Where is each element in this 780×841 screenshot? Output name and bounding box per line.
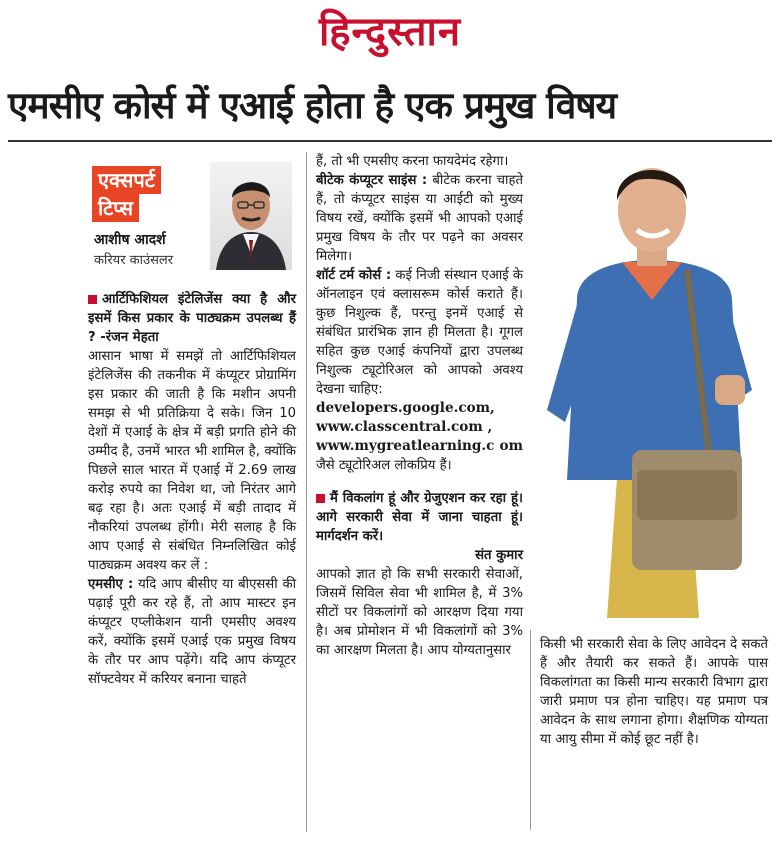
mca-text: यदि आप बीसीए या बीएससी की पढ़ाई पूरी कर रहे हैं, तो आप मास्टर इन कंप्यूटर एप्लीकेशन यानी एमसीए अवश्य करें, क्योंकि इसमें एआई एक प्रमुख विषय के तौर पर आप पढ़ेंगे। यदि आप कंप्यूटर सॉफ्टवेयर में करियर बनाना चाहते [88, 577, 297, 687]
answer-2-paragraph: आपको ज्ञात हो कि सभी सरकारी सेवाओं, जिसमें सिविल सेवा भी शामिल है, में 3% सीटों पर विकलांगों को आरक्षण दिया गया है। अब प्रोमोशन में भी विकलांगों को 3% का आरक्षण मिलता है। आप योग्यतानुसार [316, 567, 523, 658]
bullet-square-icon [316, 494, 325, 503]
url-developers-google: developers.google.com, [316, 400, 495, 416]
mca-paragraph [88, 575, 296, 689]
answer-2-continuation: किसी भी सरकारी सेवा के लिए आवेदन दे सकते हैं और तैयारी कर सकते हैं। आपके पास विकलांगता का किसी मान्य सरकारी विभाग द्वारा जारी प्रमाण पत्र होना चाहिए। यह प्रमाण पत्र आवेदन के साथ लगाना होगा। शैक्षणिक योग्यता या आयु सीमा में कोई छूट नहीं है। [540, 637, 768, 747]
bullet-square-icon [88, 295, 97, 304]
article-headline: एमसीए कोर्स में एआई होता है एक प्रमुख विषय [8, 84, 617, 127]
column-1 [88, 290, 296, 689]
question-2-byline: संत कुमार [475, 548, 523, 563]
expert-name: आशीष आदर्श [94, 232, 166, 248]
question-1: आर्टिफिशियल इंटेलिजेंस क्या है और इसमें किस प्रकार के पाठ्यक्रम उपलब्ध हैं ? -रंजन मेहता [88, 292, 296, 345]
url-tail-text: जैसे ट्यूटोरिअल लोकप्रिय हैं। [316, 458, 452, 473]
short-term-text: कई निजी संस्थान एआई के ऑनलाइन एवं क्लासरूम कोर्स कराते हैं। कुछ निशुल्क हैं, परन्तु इनमें एआई से संबंधित प्रारंभिक ज्ञान ही मिलता है। गूगल सहित कुछ एआई कंपनियों द्वारा उपलब्ध निशुल्क ट्यूटोरिअल को आपको अवश्य देखना चाहिए: [316, 268, 523, 397]
expert-portrait-drawing [210, 162, 292, 270]
btech-label: बीटेक कंप्यूटर साइंस : [316, 173, 428, 188]
student-photo-drawing [537, 150, 768, 618]
short-term-label: शॉर्ट टर्म कोर्स : [316, 268, 392, 283]
expert-tips-box [92, 158, 292, 273]
btech-text: बीटेक करना चाहते हैं, तो कंप्यूटर साइंस या आईटी को मुख्य विषय रखें, क्योंकि इसमें भी आपको एआई प्रमुख विषय के तौर पर पढ़ने का अवसर मिलेगा। [316, 173, 523, 264]
headline-divider [8, 140, 772, 142]
column-divider-1 [306, 152, 307, 832]
expert-tag-line1: एक्सपर्ट [92, 166, 161, 194]
url-mygreatlearning: www.mygreatlearning.c om [316, 438, 523, 454]
url-classcentral: www.classcentral.com , [316, 419, 493, 435]
mca-continuation: हैं, तो भी एमसीए करना फायदेमंद रहेगा। [316, 154, 509, 169]
student-photo [537, 150, 768, 618]
column-2 [316, 152, 523, 660]
answer-1-paragraph: आसान भाषा में समझें तो आर्टिफिशियल इंटेलिजेंस की तकनीक में कंप्यूटर प्रोग्रामिंग इस प्रकार की जाती है कि मशीन अपनी समझ से भी प्रतिक्रिया दे सके। जिन 10 देशों में एआई के क्षेत्र में बड़ी प्रगति होने की उम्मीद है, उनमें भारत भी शामिल है, क्योंकि पिछले साल भारत में एआई में 2.69 लाख करोड़ रुपये का निवेश था, जो निरंतर आगे बढ़ रहा है। अतः एआई में बड़ी तादाद में नौकरियां उपलब्ध होंगी। मेरी सलाह है कि आप एआई से संबंधित निम्नलिखित कोई पाठ्यक्रम अवश्य कर लें : [88, 349, 296, 573]
question-2: मैं विकलांग हूं और ग्रेजुएशन कर रहा हूं। आगे सरकारी सेवा में जाना चाहता हूं। मार्गदर्शन करें। [316, 491, 523, 544]
short-term-paragraph [316, 266, 523, 399]
column-divider-2 [530, 630, 531, 830]
masthead-logo: हिन्दुस्तान [318, 8, 462, 55]
expert-portrait [210, 162, 292, 270]
url-list [316, 399, 523, 475]
expert-tag-line2: टिप्स [92, 194, 139, 222]
mca-label: एमसीए : [88, 577, 134, 592]
column-3 [540, 635, 768, 749]
btech-paragraph [316, 171, 523, 266]
expert-role: करियर काउंसलर [94, 253, 174, 268]
